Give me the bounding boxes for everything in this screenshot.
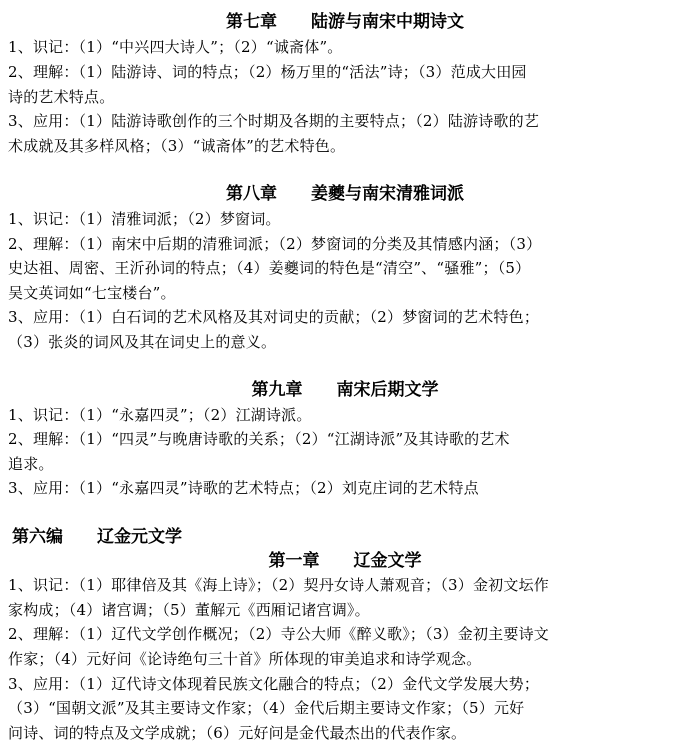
- chapter-9-title: 第九章 南宋后期文学: [251, 380, 439, 400]
- part-6-chapter-1-line: 作家；（4）元好问《论诗绝句三十首》所体现的审美追求和诗学观念。: [8, 650, 482, 668]
- chapter-7-line: 1、识记：（1）“中兴四大诗人”；（2）“诚斋体”。: [8, 38, 343, 56]
- chapter-8-line: 1、识记：（1）清雅词派；（2）梦窗词。: [8, 210, 281, 228]
- chapter-7-line: 2、理解：（1）陆游诗、词的特点；（2）杨万里的“活法”诗；（3）范成大田园: [8, 63, 527, 81]
- part-6-chapter-1-line: （3）“国朝文派”及其主要诗文作家；（4）金代后期主要诗文作家；（5）元好: [8, 699, 525, 717]
- chapter-9-line: 3、应用：（1）“永嘉四灵”诗歌的艺术特点；（2）刘克庄词的艺术特点: [8, 479, 479, 497]
- chapter-8-line: （3）张炎的词风及其在词史上的意义。: [8, 333, 277, 351]
- chapter-8-line: 2、理解：（1）南宋中后期的清雅词派；（2）梦窗词的分类及其情感内涵；（3）: [8, 235, 542, 253]
- part-6-chapter-1-line: 2、理解：（1）辽代文学创作概况；（2）寺公大师《醉义歌》；（3）金初主要诗文: [8, 625, 549, 643]
- chapter-7-line: 术成就及其多样风格；（3）“诚斋体”的艺术特色。: [8, 137, 346, 155]
- chapter-7-line: 3、应用：（1）陆游诗歌创作的三个时期及各期的主要特点；（2）陆游诗歌的艺: [8, 112, 540, 130]
- chapter-7-line: 诗的艺术特点。: [8, 88, 115, 106]
- part-6-chapter-1-line: 问诗、词的特点及文学成就；（6）元好问是金代最杰出的代表作家。: [8, 724, 467, 742]
- chapter-9-line: 追求。: [8, 455, 54, 473]
- part-6-chapter-1-line: 3、应用：（1）辽代诗文体现着民族文化融合的特点；（2）金代文学发展大势；: [8, 675, 540, 693]
- chapter-8-title: 第八章 姜夔与南宋清雅词派: [226, 184, 464, 204]
- part-6-chapter-1-line: 1、识记：（1）耶律倍及其《海上诗》；（2）契丹女诗人萧观音；（3）金初文坛作: [8, 576, 549, 594]
- part-6-chapter-1-title: 第一章 辽金文学: [268, 551, 422, 571]
- chapter-8-line: 史达祖、周密、王沂孙词的特点；（4）姜夔词的特色是“清空”、“骚雅”；（5）: [8, 259, 531, 277]
- chapter-9-line: 1、识记：（1）“永嘉四灵”；（2）江湖诗派。: [8, 406, 312, 424]
- chapter-9-line: 2、理解：（1）“四灵”与晚唐诗歌的关系；（2）“江湖诗派”及其诗歌的艺术: [8, 430, 510, 448]
- part-6-title: 第六编 辽金元文学: [12, 527, 182, 547]
- part-6-chapter-1-line: 家构成；（4）诸宫调；（5）董解元《西厢记诸宫调》。: [8, 601, 370, 619]
- chapter-8-line: 吴文英词如“七宝楼台”。: [8, 284, 176, 302]
- chapter-8-line: 3、应用：（1）白石词的艺术风格及其对词史的贡献；（2）梦窗词的艺术特色；: [8, 308, 540, 326]
- chapter-7-title: 第七章 陆游与南宋中期诗文: [226, 12, 464, 32]
